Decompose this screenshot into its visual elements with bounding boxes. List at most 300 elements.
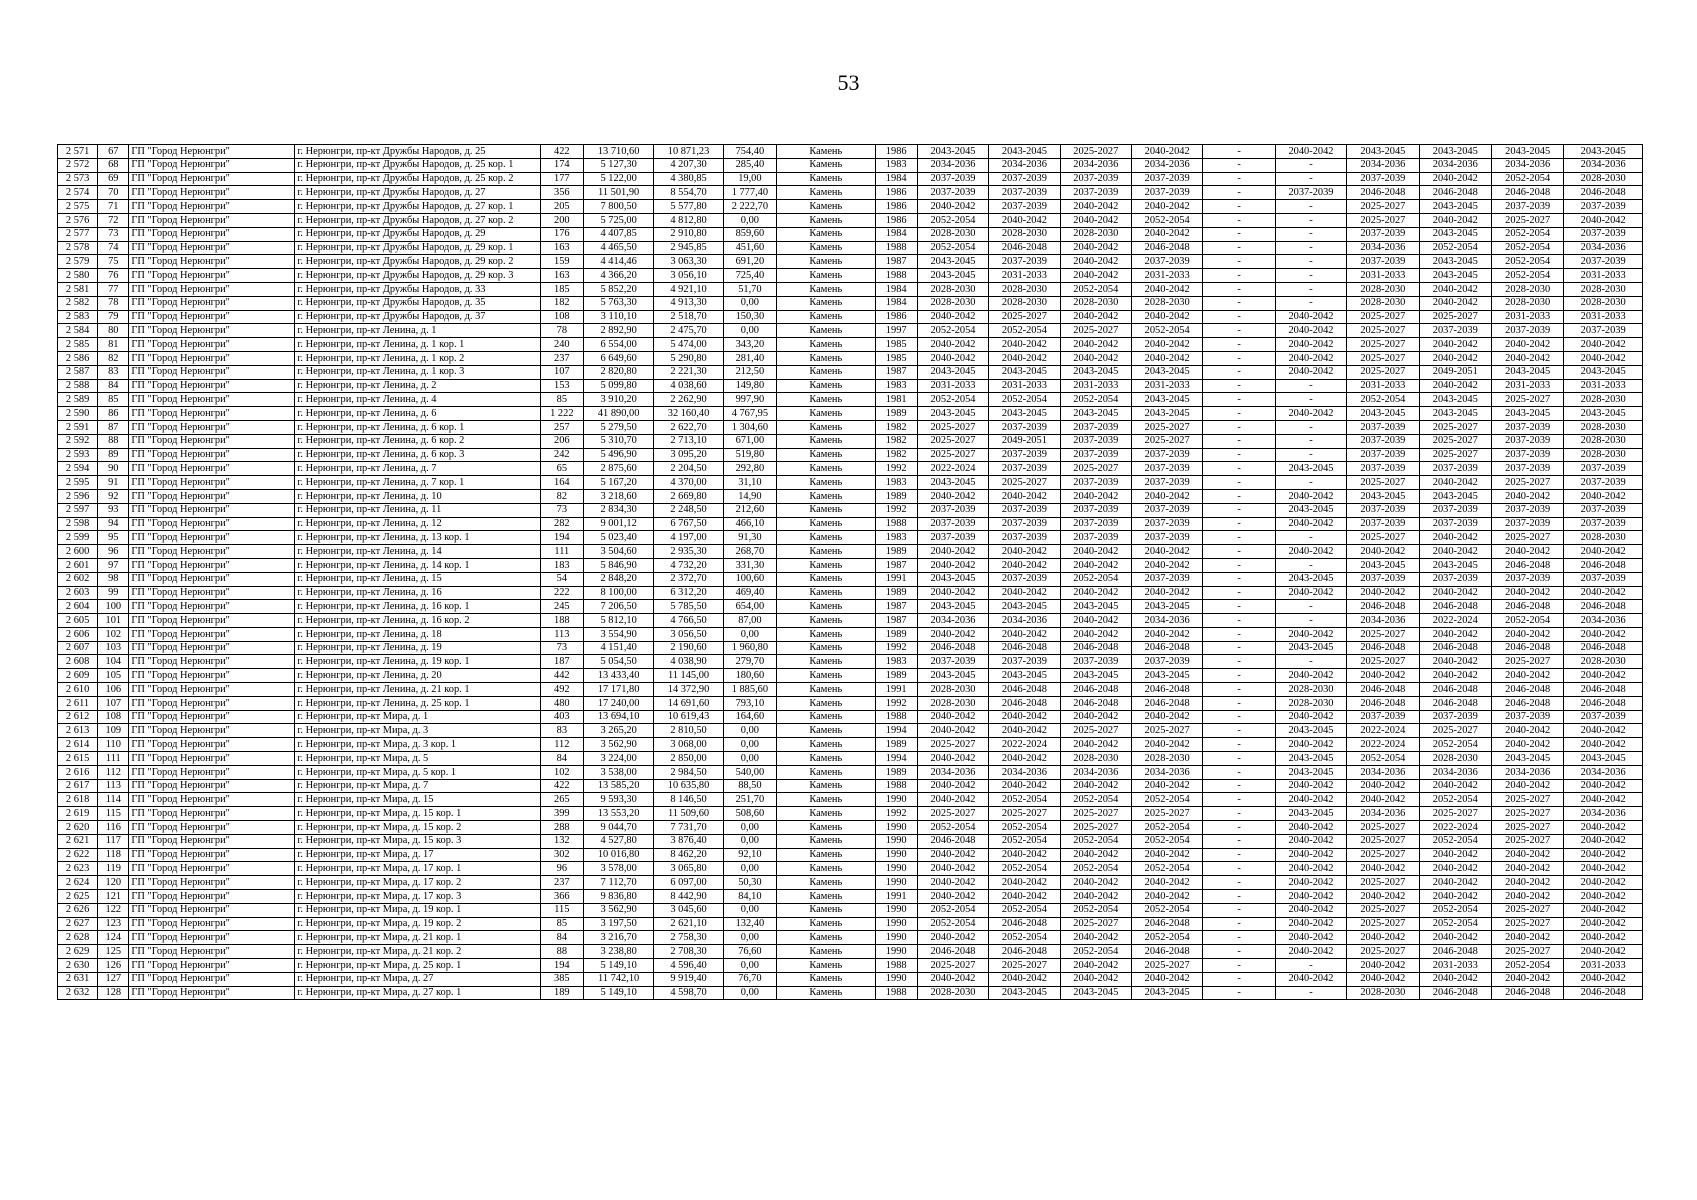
table-row [58, 724, 1643, 738]
heating-repair-period-cell: 2040-2042 [1060, 890, 1131, 904]
table-row [58, 821, 1643, 835]
roof-repair-period-cell: 2040-2042 [917, 558, 988, 572]
total-area-cell: 5 812,10 [583, 614, 653, 628]
year-built-cell: 1983 [875, 655, 917, 669]
record-number-cell: 2 586 [58, 351, 98, 365]
residents-cell: 194 [540, 959, 583, 973]
residents-cell: 82 [540, 489, 583, 503]
year-built-cell: 1990 [875, 917, 917, 931]
sewer-repair-period-cell: 2040-2042 [1491, 489, 1563, 503]
total-area-cell: 7 800,50 [583, 200, 653, 214]
gas-repair-period-cell: - [1203, 641, 1275, 655]
wall-material-cell: Камень [777, 572, 876, 586]
item-number-cell: 112 [98, 765, 129, 779]
owner-name-cell: ГП "Город Нерюнгри" [129, 213, 295, 227]
total-area-cell: 3 265,20 [583, 724, 653, 738]
gas-repair-period-cell: - [1203, 545, 1275, 559]
sewer-repair-period-cell: 2037-2039 [1491, 434, 1563, 448]
roof-repair-period-cell: 2046-2048 [917, 834, 988, 848]
living-area-cell: 2 984,50 [654, 765, 723, 779]
total-area-cell: 5 763,30 [583, 296, 653, 310]
record-number-cell: 2 627 [58, 917, 98, 931]
address-cell: г. Нерюнгри, пр-кт Мира, д. 15 кор. 2 [295, 821, 540, 835]
facade-repair-period-cell: 2052-2054 [989, 903, 1060, 917]
facade-repair-period-cell: 2046-2048 [989, 683, 1060, 697]
address-cell: г. Нерюнгри, пр-кт Дружбы Народов, д. 29 кор. 3 [295, 269, 540, 283]
facade-repair-period-cell: 2052-2054 [989, 793, 1060, 807]
foundation-repair-period-cell: 2040-2042 [1419, 282, 1491, 296]
wall-material-cell: Камень [777, 710, 876, 724]
item-number-cell: 106 [98, 683, 129, 697]
wall-material-cell: Камень [777, 365, 876, 379]
facade-repair-period-cell: 2031-2033 [989, 269, 1060, 283]
facade-repair-period-cell: 2034-2036 [989, 614, 1060, 628]
year-built-cell: 1988 [875, 986, 917, 1000]
total-area-cell: 5 496,90 [583, 448, 653, 462]
water-repair-period-cell: 2037-2039 [1131, 462, 1202, 476]
nonresidential-area-cell: 180,60 [723, 669, 776, 683]
item-number-cell: 70 [98, 186, 129, 200]
electric-repair-period-cell: 2046-2048 [1347, 641, 1419, 655]
total-area-cell: 4 366,20 [583, 269, 653, 283]
roof-repair-period-cell: 2028-2030 [917, 986, 988, 1000]
record-number-cell: 2 572 [58, 158, 98, 172]
sewer-repair-period-cell: 2031-2033 [1491, 310, 1563, 324]
electric-repair-period-cell: 2025-2027 [1347, 834, 1419, 848]
residents-cell: 153 [540, 379, 583, 393]
residents-cell: 302 [540, 848, 583, 862]
residents-cell: 163 [540, 269, 583, 283]
sewer-repair-period-cell: 2037-2039 [1491, 462, 1563, 476]
facade-repair-period-cell: 2046-2048 [989, 945, 1060, 959]
hot-water-repair-period-cell: 2040-2042 [1564, 779, 1643, 793]
hot-water-repair-period-cell: 2037-2039 [1564, 710, 1643, 724]
heating-repair-period-cell: 2052-2054 [1060, 903, 1131, 917]
hot-water-repair-period-cell: 2037-2039 [1564, 255, 1643, 269]
gas-repair-period-cell: - [1203, 200, 1275, 214]
electric-repair-period-cell: 2025-2027 [1347, 627, 1419, 641]
hot-water-repair-period-cell: 2034-2036 [1564, 241, 1643, 255]
foundation-repair-period-cell: 2043-2045 [1419, 227, 1491, 241]
owner-name-cell: ГП "Город Нерюнгри" [129, 655, 295, 669]
elevator-repair-period-cell: - [1275, 172, 1346, 186]
nonresidential-area-cell: 132,40 [723, 917, 776, 931]
total-area-cell: 4 414,46 [583, 255, 653, 269]
sewer-repair-period-cell: 2040-2042 [1491, 338, 1563, 352]
address-cell: г. Нерюнгри, пр-кт Дружбы Народов, д. 27 [295, 186, 540, 200]
total-area-cell: 13 585,20 [583, 779, 653, 793]
foundation-repair-period-cell: 2040-2042 [1419, 876, 1491, 890]
water-repair-period-cell: 2031-2033 [1131, 379, 1202, 393]
year-built-cell: 1983 [875, 158, 917, 172]
gas-repair-period-cell: - [1203, 738, 1275, 752]
heating-repair-period-cell: 2034-2036 [1060, 158, 1131, 172]
foundation-repair-period-cell: 2025-2027 [1419, 310, 1491, 324]
nonresidential-area-cell: 1 304,60 [723, 420, 776, 434]
record-number-cell: 2 631 [58, 972, 98, 986]
water-repair-period-cell: 2043-2045 [1131, 407, 1202, 421]
total-area-cell: 3 562,90 [583, 903, 653, 917]
facade-repair-period-cell: 2031-2033 [989, 379, 1060, 393]
hot-water-repair-period-cell: 2028-2030 [1564, 531, 1643, 545]
elevator-repair-period-cell: - [1275, 959, 1346, 973]
address-cell: г. Нерюнгри, пр-кт Ленина, д. 1 кор. 3 [295, 365, 540, 379]
gas-repair-period-cell: - [1203, 724, 1275, 738]
record-number-cell: 2 626 [58, 903, 98, 917]
table-row [58, 213, 1643, 227]
water-repair-period-cell: 2040-2042 [1131, 972, 1202, 986]
total-area-cell: 3 504,60 [583, 545, 653, 559]
item-number-cell: 126 [98, 959, 129, 973]
hot-water-repair-period-cell: 2040-2042 [1564, 876, 1643, 890]
item-number-cell: 120 [98, 876, 129, 890]
sewer-repair-period-cell: 2046-2048 [1491, 186, 1563, 200]
facade-repair-period-cell: 2037-2039 [989, 172, 1060, 186]
table-row [58, 600, 1643, 614]
address-cell: г. Нерюнгри, пр-кт Мира, д. 1 [295, 710, 540, 724]
year-built-cell: 1994 [875, 752, 917, 766]
record-number-cell: 2 622 [58, 848, 98, 862]
sewer-repair-period-cell: 2037-2039 [1491, 503, 1563, 517]
facade-repair-period-cell: 2028-2030 [989, 296, 1060, 310]
elevator-repair-period-cell: - [1275, 476, 1346, 490]
elevator-repair-period-cell: - [1275, 558, 1346, 572]
elevator-repair-period-cell: 2040-2042 [1275, 972, 1346, 986]
hot-water-repair-period-cell: 2040-2042 [1564, 724, 1643, 738]
wall-material-cell: Камень [777, 420, 876, 434]
heating-repair-period-cell: 2043-2045 [1060, 407, 1131, 421]
living-area-cell: 2 204,50 [654, 462, 723, 476]
nonresidential-area-cell: 997,90 [723, 393, 776, 407]
water-repair-period-cell: 2043-2045 [1131, 986, 1202, 1000]
page-number: 53 [837, 70, 860, 95]
roof-repair-period-cell: 2040-2042 [917, 586, 988, 600]
owner-name-cell: ГП "Город Нерюнгри" [129, 462, 295, 476]
sewer-repair-period-cell: 2025-2027 [1491, 393, 1563, 407]
year-built-cell: 1990 [875, 931, 917, 945]
living-area-cell: 4 038,90 [654, 655, 723, 669]
table-row [58, 641, 1643, 655]
residents-cell: 85 [540, 393, 583, 407]
hot-water-repair-period-cell: 2040-2042 [1564, 738, 1643, 752]
heating-repair-period-cell: 2040-2042 [1060, 710, 1131, 724]
total-area-cell: 7 206,50 [583, 600, 653, 614]
table-row [58, 145, 1643, 159]
total-area-cell: 5 149,10 [583, 959, 653, 973]
table-row [58, 365, 1643, 379]
foundation-repair-period-cell: 2025-2027 [1419, 448, 1491, 462]
facade-repair-period-cell: 2037-2039 [989, 517, 1060, 531]
sewer-repair-period-cell: 2046-2048 [1491, 683, 1563, 697]
sewer-repair-period-cell: 2043-2045 [1491, 407, 1563, 421]
item-number-cell: 123 [98, 917, 129, 931]
living-area-cell: 4 596,40 [654, 959, 723, 973]
sewer-repair-period-cell: 2040-2042 [1491, 586, 1563, 600]
heating-repair-period-cell: 2034-2036 [1060, 765, 1131, 779]
nonresidential-area-cell: 150,30 [723, 310, 776, 324]
facade-repair-period-cell: 2046-2048 [989, 241, 1060, 255]
owner-name-cell: ГП "Город Нерюнгри" [129, 627, 295, 641]
roof-repair-period-cell: 2037-2039 [917, 655, 988, 669]
owner-name-cell: ГП "Город Нерюнгри" [129, 821, 295, 835]
year-built-cell: 1990 [875, 876, 917, 890]
record-number-cell: 2 576 [58, 213, 98, 227]
roof-repair-period-cell: 2043-2045 [917, 255, 988, 269]
electric-repair-period-cell: 2034-2036 [1347, 614, 1419, 628]
elevator-repair-period-cell: 2040-2042 [1275, 669, 1346, 683]
elevator-repair-period-cell: 2040-2042 [1275, 710, 1346, 724]
residents-cell: 185 [540, 282, 583, 296]
address-cell: г. Нерюнгри, пр-кт Ленина, д. 13 кор. 1 [295, 531, 540, 545]
heating-repair-period-cell: 2052-2054 [1060, 793, 1131, 807]
record-number-cell: 2 585 [58, 338, 98, 352]
total-area-cell: 2 892,90 [583, 324, 653, 338]
year-built-cell: 1990 [875, 862, 917, 876]
facade-repair-period-cell: 2043-2045 [989, 600, 1060, 614]
wall-material-cell: Камень [777, 503, 876, 517]
hot-water-repair-period-cell: 2040-2042 [1564, 213, 1643, 227]
year-built-cell: 1984 [875, 172, 917, 186]
sewer-repair-period-cell: 2052-2054 [1491, 227, 1563, 241]
gas-repair-period-cell: - [1203, 420, 1275, 434]
water-repair-period-cell: 2040-2042 [1131, 890, 1202, 904]
record-number-cell: 2 587 [58, 365, 98, 379]
electric-repair-period-cell: 2025-2027 [1347, 310, 1419, 324]
electric-repair-period-cell: 2037-2039 [1347, 448, 1419, 462]
elevator-repair-period-cell: 2040-2042 [1275, 586, 1346, 600]
address-cell: г. Нерюнгри, пр-кт Ленина, д. 16 кор. 2 [295, 614, 540, 628]
elevator-repair-period-cell: - [1275, 296, 1346, 310]
facade-repair-period-cell: 2028-2030 [989, 282, 1060, 296]
elevator-repair-period-cell: 2043-2045 [1275, 462, 1346, 476]
foundation-repair-period-cell: 2025-2027 [1419, 434, 1491, 448]
water-repair-period-cell: 2037-2039 [1131, 517, 1202, 531]
year-built-cell: 1986 [875, 213, 917, 227]
address-cell: г. Нерюнгри, пр-кт Ленина, д. 15 [295, 572, 540, 586]
water-repair-period-cell: 2040-2042 [1131, 545, 1202, 559]
wall-material-cell: Камень [777, 172, 876, 186]
year-built-cell: 1997 [875, 324, 917, 338]
total-area-cell: 17 240,00 [583, 696, 653, 710]
wall-material-cell: Камень [777, 959, 876, 973]
record-number-cell: 2 591 [58, 420, 98, 434]
record-number-cell: 2 619 [58, 807, 98, 821]
roof-repair-period-cell: 2028-2030 [917, 282, 988, 296]
living-area-cell: 4 812,80 [654, 213, 723, 227]
wall-material-cell: Камень [777, 379, 876, 393]
total-area-cell: 5 279,50 [583, 420, 653, 434]
table-row [58, 683, 1643, 697]
facade-repair-period-cell: 2037-2039 [989, 462, 1060, 476]
roof-repair-period-cell: 2043-2045 [917, 365, 988, 379]
foundation-repair-period-cell: 2046-2048 [1419, 945, 1491, 959]
year-built-cell: 1983 [875, 476, 917, 490]
wall-material-cell: Камень [777, 407, 876, 421]
facade-repair-period-cell: 2052-2054 [989, 834, 1060, 848]
water-repair-period-cell: 2037-2039 [1131, 186, 1202, 200]
hot-water-repair-period-cell: 2028-2030 [1564, 393, 1643, 407]
nonresidential-area-cell: 0,00 [723, 931, 776, 945]
total-area-cell: 3 578,00 [583, 862, 653, 876]
electric-repair-period-cell: 2034-2036 [1347, 807, 1419, 821]
address-cell: г. Нерюнгри, пр-кт Дружбы Народов, д. 33 [295, 282, 540, 296]
hot-water-repair-period-cell: 2037-2039 [1564, 503, 1643, 517]
elevator-repair-period-cell: 2040-2042 [1275, 310, 1346, 324]
elevator-repair-period-cell: 2040-2042 [1275, 848, 1346, 862]
year-built-cell: 1990 [875, 972, 917, 986]
living-area-cell: 6 767,50 [654, 517, 723, 531]
address-cell: г. Нерюнгри, пр-кт Мира, д. 17 кор. 3 [295, 890, 540, 904]
record-number-cell: 2 606 [58, 627, 98, 641]
gas-repair-period-cell: - [1203, 241, 1275, 255]
year-built-cell: 1992 [875, 641, 917, 655]
electric-repair-period-cell: 2025-2027 [1347, 365, 1419, 379]
heating-repair-period-cell: 2040-2042 [1060, 269, 1131, 283]
hot-water-repair-period-cell: 2037-2039 [1564, 324, 1643, 338]
item-number-cell: 113 [98, 779, 129, 793]
total-area-cell: 3 238,80 [583, 945, 653, 959]
water-repair-period-cell: 2040-2042 [1131, 558, 1202, 572]
owner-name-cell: ГП "Город Нерюнгри" [129, 959, 295, 973]
roof-repair-period-cell: 2040-2042 [917, 890, 988, 904]
nonresidential-area-cell: 285,40 [723, 158, 776, 172]
water-repair-period-cell: 2043-2045 [1131, 393, 1202, 407]
address-cell: г. Нерюнгри, пр-кт Ленина, д. 16 [295, 586, 540, 600]
wall-material-cell: Камень [777, 724, 876, 738]
electric-repair-period-cell: 2025-2027 [1347, 903, 1419, 917]
item-number-cell: 97 [98, 558, 129, 572]
living-area-cell: 3 056,10 [654, 269, 723, 283]
hot-water-repair-period-cell: 2037-2039 [1564, 462, 1643, 476]
address-cell: г. Нерюнгри, пр-кт Мира, д. 3 [295, 724, 540, 738]
record-number-cell: 2 598 [58, 517, 98, 531]
heating-repair-period-cell: 2040-2042 [1060, 972, 1131, 986]
year-built-cell: 1988 [875, 710, 917, 724]
elevator-repair-period-cell: 2040-2042 [1275, 324, 1346, 338]
residents-cell: 282 [540, 517, 583, 531]
owner-name-cell: ГП "Город Нерюнгри" [129, 738, 295, 752]
owner-name-cell: ГП "Город Нерюнгри" [129, 572, 295, 586]
residents-cell: 189 [540, 986, 583, 1000]
facade-repair-period-cell: 2040-2042 [989, 876, 1060, 890]
nonresidential-area-cell: 0,00 [723, 627, 776, 641]
nonresidential-area-cell: 88,50 [723, 779, 776, 793]
facade-repair-period-cell: 2043-2045 [989, 365, 1060, 379]
wall-material-cell: Камень [777, 241, 876, 255]
address-cell: г. Нерюнгри, пр-кт Ленина, д. 4 [295, 393, 540, 407]
foundation-repair-period-cell: 2040-2042 [1419, 848, 1491, 862]
facade-repair-period-cell: 2025-2027 [989, 959, 1060, 973]
record-number-cell: 2 604 [58, 600, 98, 614]
item-number-cell: 103 [98, 641, 129, 655]
record-number-cell: 2 628 [58, 931, 98, 945]
hot-water-repair-period-cell: 2028-2030 [1564, 420, 1643, 434]
elevator-repair-period-cell: - [1275, 213, 1346, 227]
heating-repair-period-cell: 2028-2030 [1060, 752, 1131, 766]
year-built-cell: 1992 [875, 503, 917, 517]
item-number-cell: 122 [98, 903, 129, 917]
elevator-repair-period-cell: 2040-2042 [1275, 903, 1346, 917]
address-cell: г. Нерюнгри, пр-кт Мира, д. 5 [295, 752, 540, 766]
owner-name-cell: ГП "Город Нерюнгри" [129, 724, 295, 738]
living-area-cell: 3 056,50 [654, 627, 723, 641]
electric-repair-period-cell: 2025-2027 [1347, 200, 1419, 214]
wall-material-cell: Камень [777, 752, 876, 766]
roof-repair-period-cell: 2046-2048 [917, 945, 988, 959]
residents-cell: 222 [540, 586, 583, 600]
roof-repair-period-cell: 2025-2027 [917, 434, 988, 448]
record-number-cell: 2 599 [58, 531, 98, 545]
hot-water-repair-period-cell: 2040-2042 [1564, 586, 1643, 600]
record-number-cell: 2 618 [58, 793, 98, 807]
year-built-cell: 1982 [875, 448, 917, 462]
roof-repair-period-cell: 2043-2045 [917, 669, 988, 683]
gas-repair-period-cell: - [1203, 158, 1275, 172]
year-built-cell: 1990 [875, 945, 917, 959]
total-area-cell: 3 538,00 [583, 765, 653, 779]
foundation-repair-period-cell: 2043-2045 [1419, 255, 1491, 269]
address-cell: г. Нерюнгри, пр-кт Ленина, д. 11 [295, 503, 540, 517]
owner-name-cell: ГП "Город Нерюнгри" [129, 696, 295, 710]
gas-repair-period-cell: - [1203, 586, 1275, 600]
elevator-repair-period-cell: - [1275, 200, 1346, 214]
gas-repair-period-cell: - [1203, 379, 1275, 393]
gas-repair-period-cell: - [1203, 669, 1275, 683]
sewer-repair-period-cell: 2040-2042 [1491, 848, 1563, 862]
nonresidential-area-cell: 343,20 [723, 338, 776, 352]
nonresidential-area-cell: 469,40 [723, 586, 776, 600]
wall-material-cell: Камень [777, 834, 876, 848]
year-built-cell: 1984 [875, 296, 917, 310]
electric-repair-period-cell: 2040-2042 [1347, 890, 1419, 904]
owner-name-cell: ГП "Город Нерюнгри" [129, 586, 295, 600]
address-cell: г. Нерюнгри, пр-кт Мира, д. 15 [295, 793, 540, 807]
electric-repair-period-cell: 2031-2033 [1347, 379, 1419, 393]
sewer-repair-period-cell: 2046-2048 [1491, 558, 1563, 572]
table-row [58, 696, 1643, 710]
residents-cell: 108 [540, 310, 583, 324]
hot-water-repair-period-cell: 2040-2042 [1564, 848, 1643, 862]
electric-repair-period-cell: 2040-2042 [1347, 793, 1419, 807]
gas-repair-period-cell: - [1203, 407, 1275, 421]
residents-cell: 85 [540, 917, 583, 931]
elevator-repair-period-cell: 2037-2039 [1275, 186, 1346, 200]
total-area-cell: 41 890,00 [583, 407, 653, 421]
living-area-cell: 10 619,43 [654, 710, 723, 724]
electric-repair-period-cell: 2025-2027 [1347, 655, 1419, 669]
sewer-repair-period-cell: 2037-2039 [1491, 448, 1563, 462]
record-number-cell: 2 588 [58, 379, 98, 393]
item-number-cell: 73 [98, 227, 129, 241]
owner-name-cell: ГП "Город Нерюнгри" [129, 779, 295, 793]
sewer-repair-period-cell: 2025-2027 [1491, 903, 1563, 917]
wall-material-cell: Камень [777, 255, 876, 269]
residents-cell: 240 [540, 338, 583, 352]
wall-material-cell: Камень [777, 517, 876, 531]
hot-water-repair-period-cell: 2031-2033 [1564, 269, 1643, 283]
foundation-repair-period-cell: 2037-2039 [1419, 462, 1491, 476]
gas-repair-period-cell: - [1203, 710, 1275, 724]
residents-cell: 163 [540, 241, 583, 255]
record-number-cell: 2 621 [58, 834, 98, 848]
table-row [58, 338, 1643, 352]
owner-name-cell: ГП "Город Нерюнгри" [129, 848, 295, 862]
residents-cell: 113 [540, 627, 583, 641]
electric-repair-period-cell: 2037-2039 [1347, 255, 1419, 269]
electric-repair-period-cell: 2025-2027 [1347, 917, 1419, 931]
living-area-cell: 6 097,00 [654, 876, 723, 890]
hot-water-repair-period-cell: 2046-2048 [1564, 683, 1643, 697]
